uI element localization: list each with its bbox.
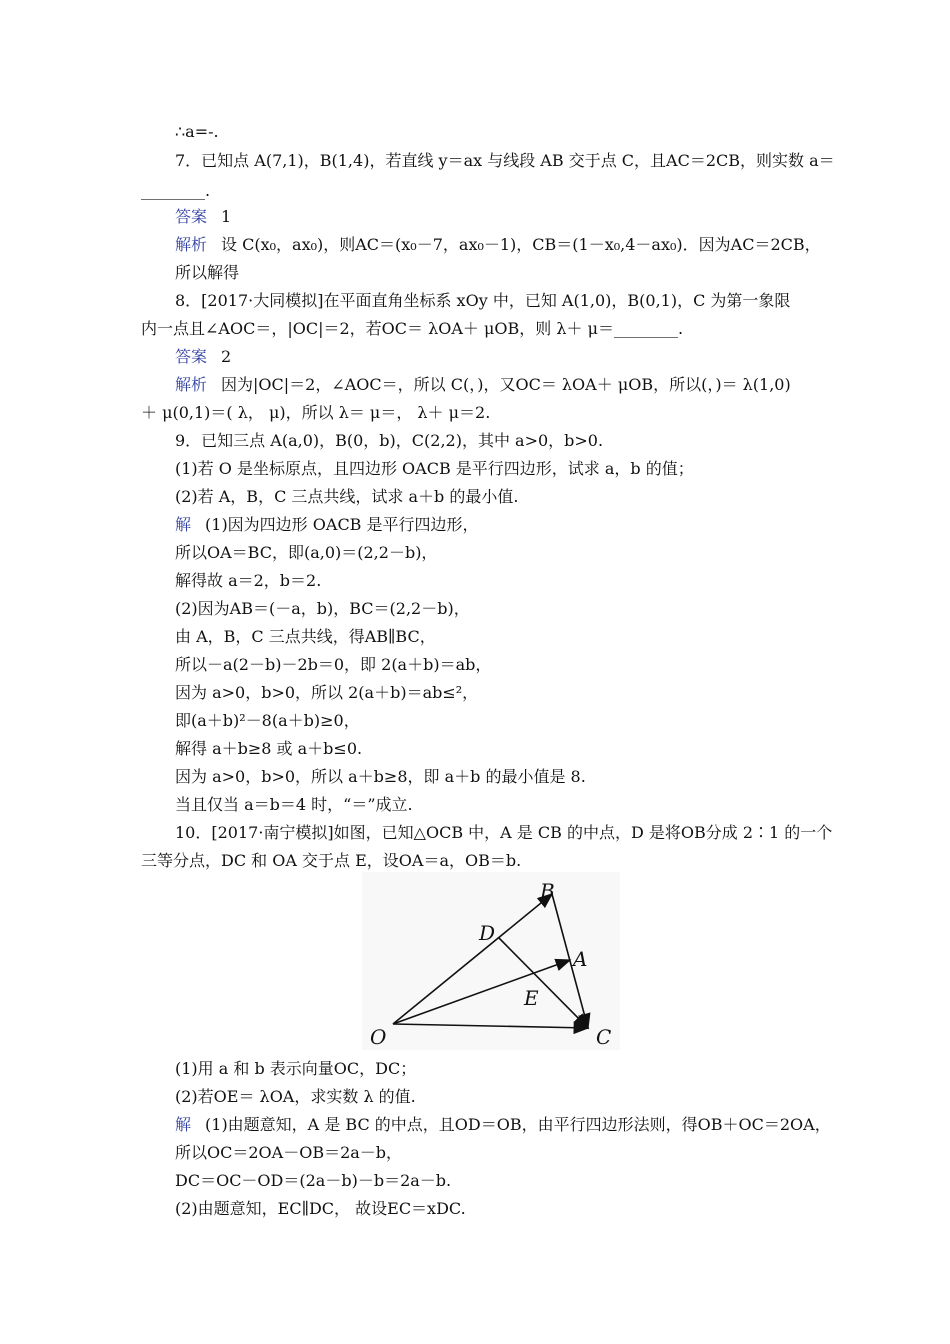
segment-OA: [393, 960, 570, 1024]
text-line: 当且仅当 a＝b＝4 时，“＝”成立.: [175, 795, 413, 814]
answer-line: 答案 2: [175, 347, 232, 366]
triangle-diagram: [362, 872, 620, 1050]
segment-OC: [393, 1024, 588, 1028]
text-line: 内一点且∠AOC＝，|OC|＝2，若OC＝ λOA＋ μOB，则 λ＋ μ＝________.: [141, 319, 684, 338]
text-line: (1)若 O 是坐标原点，且四边形 OACB 是平行四边形，试求 a，b 的值；: [175, 459, 694, 478]
text-line: 解得 a＋b≥8 或 a＋b≤0.: [175, 739, 363, 758]
text-line: 因为 a>0，b>0，所以 a＋b≥8，即 a＋b 的最小值是 8.: [175, 767, 586, 786]
solution-line: 解 (1)由题意知，A 是 BC 的中点，且OD＝OB，由平行四边形法则，得OB＋OC＝2OA，: [175, 1115, 831, 1134]
text-line: 所以OA＝BC，即(a,0)＝(2,2－b)，: [175, 543, 438, 562]
text-line: 所以－a(2－b)－2b＝0，即 2(a＋b)＝ab，: [175, 655, 492, 674]
point-label-A: A: [573, 947, 588, 971]
text-line: (2)若 A，B，C 三点共线，试求 a＋b 的最小值.: [175, 487, 519, 506]
text-line: 所以解得: [175, 263, 240, 282]
answer-label: 答案: [175, 207, 208, 226]
point-label-B: B: [540, 879, 555, 903]
text-line: ∴a=-.: [175, 122, 219, 141]
text-line: 三等分点，DC 和 OA 交于点 E，设OA＝a，OB＝b.: [141, 851, 522, 870]
point-label-E: E: [524, 986, 539, 1010]
text-line: 即(a＋b)²－8(a＋b)≥0，: [175, 711, 360, 730]
text-line: (1)用 a 和 b 表示向量OC，DC；: [175, 1059, 417, 1078]
problem-10-line: 10．[2017·南宁模拟]如图，已知△OCB 中，A 是 CB 的中点，D 是将OB分成 2∶1 的一个: [175, 823, 833, 842]
text-line: 因为 a>0，b>0，所以 2(a＋b)＝ab≤²，: [175, 683, 479, 702]
text-line: ＋ μ(0,1)＝( λ， μ)，所以 λ＝ μ＝， λ＋ μ＝2.: [141, 403, 491, 422]
problem-9-line: 9．已知三点 A(a,0)，B(0，b)，C(2,2)，其中 a>0，b>0.: [175, 431, 604, 450]
text-line: 解得故 a＝2，b＝2.: [175, 571, 322, 590]
answer-label: 答案: [175, 347, 208, 366]
text-line: 所以OC＝2OA－OB＝2a－b，: [175, 1143, 403, 1162]
analysis-line: 解析 因为|OC|＝2，∠AOC＝，所以 C(，)，又OC＝ λOA＋ μOB，所以(，)＝ λ(1,0): [175, 375, 791, 394]
analysis-label: 解析: [175, 375, 208, 394]
point-label-C: C: [596, 1025, 612, 1049]
text-line: 由 A，B，C 三点共线，得AB∥BC，: [175, 627, 436, 646]
analysis-line: 解析 设 C(x₀，ax₀)，则AC＝(x₀－7，ax₀－1)，CB＝(1－x₀,4－ax₀)．因为AC＝2CB，: [175, 235, 821, 254]
answer-blank: ________.: [141, 181, 211, 200]
text-line: (2)因为AB＝(－a，b)，BC＝(2,2－b)，: [175, 599, 470, 618]
text-line: (2)由题意知，EC∥DC， 故设EC＝xDC.: [175, 1199, 466, 1218]
solution-label: 解: [175, 515, 192, 534]
geometry-figure: [362, 872, 620, 1050]
point-label-D: D: [479, 921, 496, 945]
text-line: (2)若OE＝ λOA，求实数 λ 的值.: [175, 1087, 416, 1106]
solution-label: 解: [175, 1115, 192, 1134]
text-line: DC＝OC－OD＝(2a－b)－b＝2a－b.: [175, 1171, 452, 1190]
analysis-label: 解析: [175, 235, 208, 254]
solution-line: 解 (1)因为四边形 OACB 是平行四边形，: [175, 515, 479, 534]
answer-line: 答案 1: [175, 207, 232, 226]
point-label-O: O: [370, 1025, 387, 1049]
problem-7-line: 7．已知点 A(7,1)，B(1,4)，若直线 y＝ax 与线段 AB 交于点 C，且AC＝2CB，则实数 a＝: [175, 151, 835, 170]
problem-8-line: 8．[2017·大同模拟]在平面直角坐标系 xOy 中，已知 A(1,0)，B(0,1)，C 为第一象限: [175, 291, 791, 310]
